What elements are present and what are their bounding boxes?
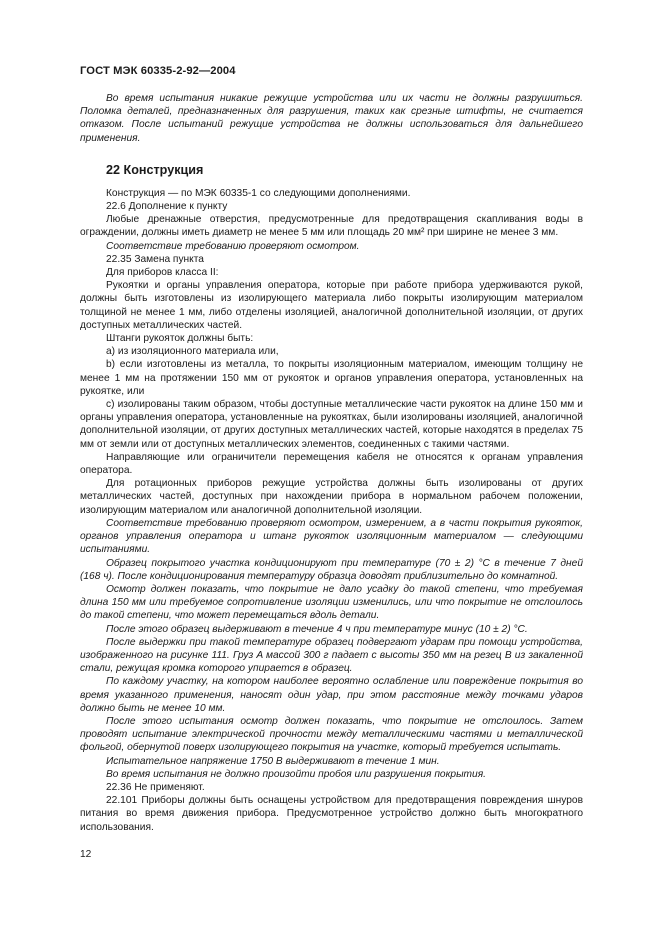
paragraph: Соответствие требованию проверяют осмотром, измерением, а в части покрытия рукояток, органов управления оператора и штанг рукояток изоляционным материалом — следующими испытаниями.	[80, 517, 583, 556]
paragraph: Рукоятки и органы управления оператора, которые при работе прибора удерживаются рукой, должны быть изготовлены из изолирующего материала либо покрыты изолирующим материалом толщиной не менее 1 мм, либо отделены изоляцией, аналогичной дополнительной изоляции, от других доступных металлических частей.	[80, 280, 583, 331]
paragraph: Во время испытания никакие режущие устройства или их части не должны разрушиться. Поломка деталей, предназначенных для разрушения, таких как срезные штифты, не считается отказом. После испытаний режущие устройства не должны использоваться для дальнейшего применения.	[80, 93, 583, 144]
paragraph: Направляющие или ограничители перемещения кабеля не относятся к органам управления оператора.	[80, 451, 583, 477]
paragraph: Штанги рукояток должны быть:	[106, 333, 254, 345]
page-header-title: ГОСТ МЭК 60335-2-92—2004	[80, 65, 236, 77]
paragraph: По каждому участку, на котором наиболее вероятно ослабление или повреждение покрытия во время указанного применения, наносят один удар, при этом расстояние между точками ударов должно быть не менее 10 мм.	[80, 676, 583, 714]
paragraph: Для приборов класса II:	[106, 267, 219, 279]
paragraph: После этого образец выдерживают в течение 4 ч при температуре минус (10 ± 2) °C.	[106, 623, 528, 635]
clause-number: 22.36 Не применяют.	[106, 781, 205, 793]
paragraph: Осмотр должен показать, что покрытие не дало усадку до такой степени, что требуемая длина 150 мм или требуемое сопротивление изоляции изменились, или что покрытие не отслоилось до такой степени, что может перемещаться вдоль детали.	[80, 583, 583, 622]
list-item: a) из изоляционного материала или,	[106, 346, 279, 358]
section-heading: 22 Конструкция	[106, 162, 204, 177]
paragraph: Образец покрытого участка кондиционируют при температуре (70 ± 2) °C в течение 7 дней (168 ч). После кондиционирования температуру образца доводят приблизительно до комнатной.	[80, 557, 583, 582]
paragraph: Во время испытания не должно произойти пробоя или разрушения покрытия.	[106, 768, 486, 780]
list-item: c) изолированы таким образом, чтобы доступные металлические части рукояток на длине 150 мм и органы управления оператора, установленные на рукоятках, были изолированы изоляцией, аналогичной дополнительной изоляции, от других доступных металлических частей, которые находятся в пределах 75 мм от земли или от доступных металлических элементов, соединенных с такими частями.	[80, 399, 583, 450]
list-item: b) если изготовлены из металла, то покрыты изоляционным материалом, имеющим толщину не менее 1 мм на протяжении 150 мм от рукояток и органов управления оператора, установленных на рукоятке, или	[80, 359, 583, 397]
page-number: 12	[80, 849, 92, 860]
paragraph: Соответствие требованию проверяют осмотром.	[106, 240, 360, 252]
paragraph: После выдержки при такой температуре образец подвергают ударам при помощи устройства, изображенного на рисунке 111. Груз A массой 300 г падает с высоты 350 мм на резец B из закаленной стали, режущая кромка которого упирается в образец.	[80, 636, 583, 675]
paragraph: Для ротационных приборов режущие устройства должны быть изолированы от других металлических частей, доступных при нахождении прибора в нормальном рабочем положении, изолирующим материалом или аналогичной дополнительной изоляции.	[80, 478, 583, 516]
paragraph: Испытательное напряжение 1750 В выдерживают в течение 1 мин.	[106, 755, 440, 767]
document-body	[80, 92, 583, 834]
clause-number: 22.6 Дополнение к пункту	[106, 201, 228, 213]
clause-number: 22.35 Замена пункта	[106, 253, 204, 265]
paragraph: 22.101 Приборы должны быть оснащены устройством для предотвращения повреждения шнуров питания во время движения прибора. Предусмотренное устройство должно быть многократного использования.	[80, 795, 583, 833]
paragraph: Конструкция — по МЭК 60335-1 со следующими дополнениями.	[106, 187, 411, 199]
paragraph: После этого испытания осмотр должен показать, что покрытие не отслоилось. Затем проводят испытание электрической прочности между металлическими частями и металлической фольгой, обернутой поверх изолирующего покрытия на участке, который требуется испытать.	[80, 715, 583, 754]
paragraph: Любые дренажные отверстия, предусмотренные для предотвращения скапливания воды в ограждении, должны иметь диаметр не менее 5 мм или площадь 20 мм² при ширине не менее 3 мм.	[80, 214, 583, 239]
